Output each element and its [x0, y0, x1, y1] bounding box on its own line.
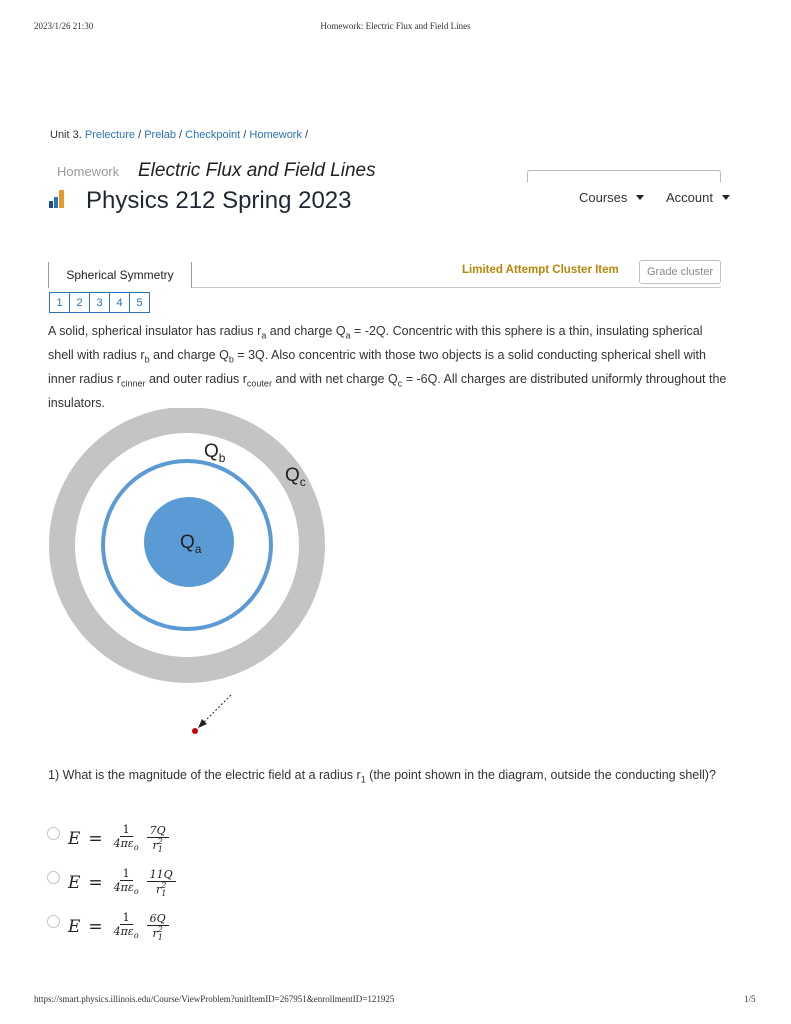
account-menu-label: Account — [666, 190, 713, 205]
breadcrumb-separator: / — [243, 129, 247, 141]
breadcrumb-link-checkpoint[interactable]: Checkpoint — [185, 129, 241, 141]
caret-down-icon — [636, 195, 644, 200]
page-button-1[interactable]: 1 — [49, 292, 70, 313]
question-text: What is the magnitude of the electric field at a radius $r_1$ (the point shown in the diagram, outside the conducting shell)? — [62, 768, 716, 785]
smartphysics-logo-icon — [49, 190, 67, 208]
account-menu[interactable] — [666, 190, 730, 205]
radio-button[interactable] — [47, 827, 60, 840]
caret-down-icon — [722, 195, 730, 200]
label-qc: $Q_c$ — [285, 465, 306, 489]
print-url: https://smart.physics.illinois.edu/Course/ViewProblem?unitItemID=267951&enrollmentID=121925 — [34, 994, 395, 1004]
answer-formula: E = $\frac{1}{4\pi\varepsilon_o}$ 7Q r 2 1 — [68, 823, 174, 854]
course-title: Physics 212 Spring 2023 — [86, 187, 352, 214]
courses-menu-label: Courses — [579, 190, 628, 205]
label-qb: $Q_b$ — [204, 441, 226, 465]
breadcrumb-link-prelecture[interactable]: Prelecture — [84, 129, 135, 141]
tab-spherical-symmetry[interactable] — [48, 262, 192, 288]
print-page-title: Homework: Electric Flux and Field Lines — [320, 21, 471, 31]
breadcrumb-separator: / — [179, 129, 183, 141]
radio-button[interactable] — [47, 915, 60, 928]
assignment-title: Electric Flux and Field Lines — [138, 160, 376, 181]
assignment-type-label: Homework — [57, 164, 120, 179]
cluster-notice: Limited Attempt Cluster Item — [462, 264, 619, 276]
point-r1 — [192, 728, 198, 734]
breadcrumb-link-homework[interactable]: Homework — [249, 129, 302, 141]
radio-button[interactable] — [47, 871, 60, 884]
tab-label: Spherical Symmetry — [66, 268, 174, 282]
breadcrumb-separator: / — [138, 129, 142, 141]
label-qa: $Q_a$ — [180, 532, 202, 556]
page-button-2[interactable]: 2 — [69, 292, 90, 313]
breadcrumb-unit: Unit 3. — [50, 129, 82, 141]
page-button-5[interactable]: 5 — [129, 292, 150, 313]
breadcrumb-link-prelab[interactable]: Prelab — [144, 129, 176, 141]
page-button-4[interactable]: 4 — [109, 292, 130, 313]
question-1 — [48, 766, 738, 790]
arrowhead-icon — [198, 719, 207, 728]
answer-formula: E = $\frac{1}{4\pi\varepsilon_o}$ 6Q r 2 1 — [68, 911, 174, 942]
problem-pagination — [49, 292, 150, 313]
breadcrumb — [50, 129, 308, 141]
page-button-3[interactable]: 3 — [89, 292, 110, 313]
grade-cluster-button[interactable]: Grade cluster — [639, 260, 721, 284]
answer-formula: E = $\frac{1}{4\pi\varepsilon_o}$ 11Q r 2 1 — [68, 867, 181, 898]
problem-statement: A solid, spherical insulator has radius $r_a$ and charge $Q_a = -2Q$. Concentric with this sphere is a thin, insulating spherical shell with radius $r_b$ and charge $Q_b = 3Q$. Also concentric with those two objects is a solid conducting spherical shell with inner radius $r_{cinner}$ and outer radius $r_{couter}$ and with net charge $Q_c = -6Q$. All charges are distributed uniformly throughout the insulators. — [48, 324, 727, 410]
search-input[interactable] — [527, 170, 721, 182]
answer-option-1[interactable] — [47, 823, 174, 854]
answer-option-2[interactable] — [47, 867, 181, 898]
print-timestamp: 2023/1/26 21:30 — [34, 21, 94, 31]
breadcrumb-separator: / — [305, 129, 309, 141]
print-page-number: 1/5 — [744, 994, 756, 1004]
question-number: 1) — [48, 768, 60, 782]
courses-menu[interactable] — [579, 190, 644, 205]
concentric-spheres-diagram — [46, 408, 332, 744]
answer-option-3[interactable] — [47, 911, 174, 942]
pointer-arrow — [202, 695, 231, 724]
